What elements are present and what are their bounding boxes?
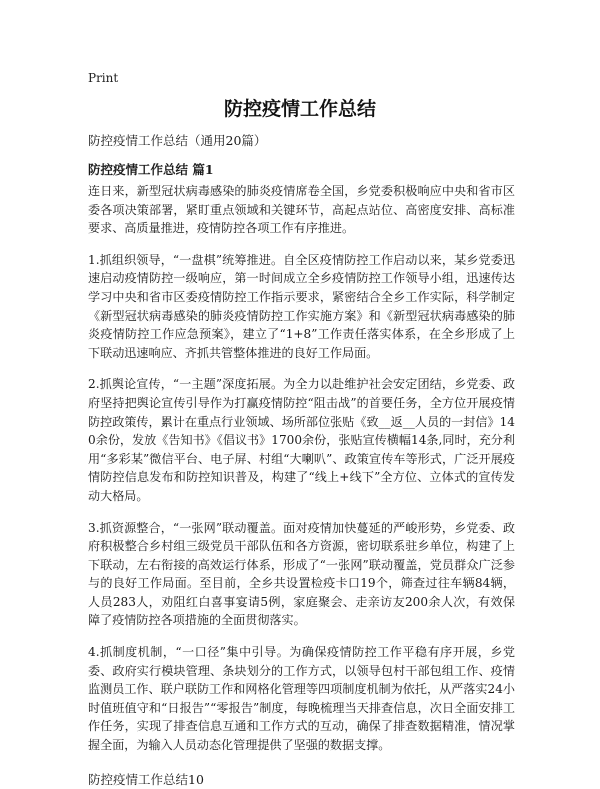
next-section-title: 防控疫情工作总结10 — [88, 771, 204, 787]
paragraph-publicity: 2.抓舆论宣传，“一主题”深度拓展。为全力以赴维护社会安定团结，乡党委、政府坚持把舆论宣传引导作为打赢疫情防控“阻击战”的首要任务，全方位开展疫情防控政策传，累计在重点行业领域、场所部位张贴《致__返__人员的一封信》140余份，发放《告知书》《倡议书》1700余份，张贴宣传横幅14条,同时，充分利用“多彩某”微信平台、电子屏、村组“大喇叭”、政策宣传车等形式，广泛开展疫情防控信息发布和防控知识普及，构建了“线上+线下”全方位、立体式的宣传发动大格局。 — [88, 377, 515, 503]
paragraph-intro: 连日来，新型冠状病毒感染的肺炎疫情席卷全国，乡党委积极响应中央和省市区委各项决策部署，紧盯重点领域和关键环节，高起点站位、高密度安排、高标准要求、高质量推进，疫情防控各项工作有序推进。 — [88, 184, 515, 236]
section-heading: 防控疫情工作总结 篇1 — [88, 162, 214, 177]
document-body — [88, 182, 515, 789]
document-subtitle: 防控疫情工作总结（通用20篇） — [88, 133, 267, 148]
paragraph-resources: 3.抓资源整合，“一张网”联动覆盖。面对疫情加快蔓延的严峻形势，乡党委、政府积极整合乡村组三级党员干部队伍和各方资源，密切联系驻乡单位，构建了上下联动，左右衔接的高效运行体系，形成了“一张网”联动覆盖，党员群众广泛参与的良好工作局面。至目前，全乡共设置检疫卡口19个，筛查过往车辆84辆，人员283人，劝阻红白喜事宴请5例，家庭聚会、走亲访友200余人次，有效保障了疫情防控各项措施的全面贯彻落实。 — [88, 520, 515, 628]
paragraph-organization: 1.抓组织领导，“一盘棋”统筹推进。自全区疫情防控工作启动以来，某乡党委迅速启动疫情防控一级响应，第一时间成立全乡疫情防控工作领导小组，迅速传达学习中央和省市区委疫情防控工作指示要求，紧密结合全乡工作实际，科学制定《新型冠状病毒感染的肺炎疫情防控工作实施方案》和《新型冠状病毒感染的肺炎疫情防控工作应急预案》，建立了“1+8”工作责任落实体系，在全乡形成了上下联动迅速响应、齐抓共管整体推进的良好工作局面。 — [88, 252, 515, 360]
document-title: 防控疫情工作总结 — [223, 98, 376, 120]
print-label[interactable]: Print — [88, 71, 119, 85]
paragraph-mechanism: 4.抓制度机制，“一口径”集中引导。为确保疫情防控工作平稳有序开展，乡党委、政府实行模块管理、条块划分的工作方式，以领导包村干部包组工作、疫情监测员工作、联户联防工作和网格化管理等四项制度机制为依托，从严落实24小时值班值守和“日报告”“零报告”制度，每晚梳理当天排查信息，次日全面安排工作任务，实现了排查信息互通和工作方式的互动，确保了排查数据精准，情况掌握全面，为输入人员动态化管理提供了坚强的数据支撑。 — [88, 645, 515, 753]
